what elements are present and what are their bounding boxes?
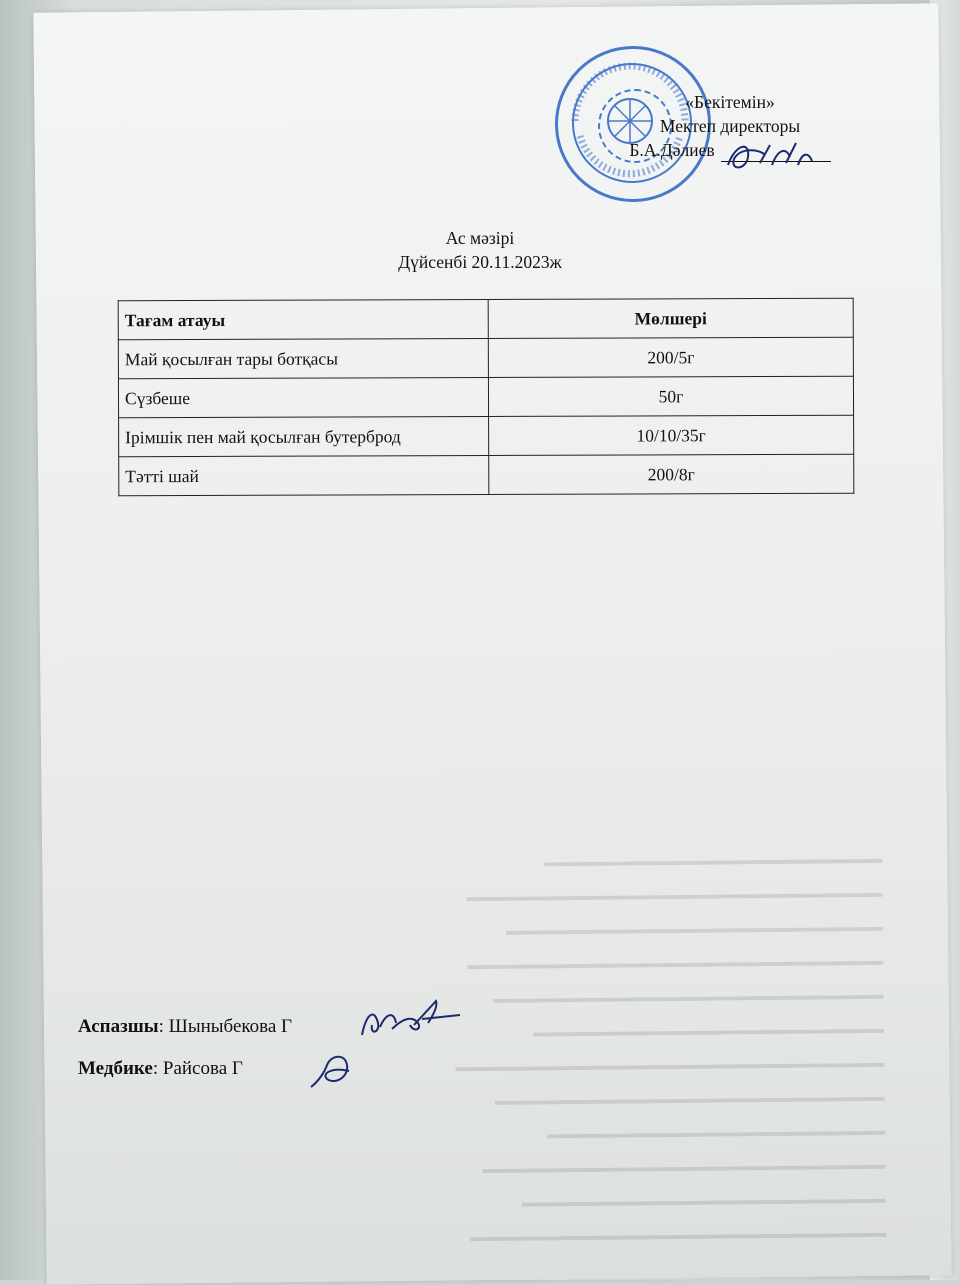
- column-header-dish: Тағам атауы: [118, 299, 488, 339]
- approval-position: Мектеп директоры: [659, 116, 801, 136]
- menu-table: [118, 298, 855, 497]
- dish-quantity: 50г: [488, 376, 853, 416]
- nurse-name: : Райсова Г: [152, 1058, 243, 1079]
- cook-line: [78, 1016, 292, 1038]
- cook-signature-icon: [352, 995, 472, 1050]
- dish-name: Май қосылған тары ботқасы: [118, 338, 488, 378]
- menu-heading: [300, 226, 660, 274]
- menu-date: Дүйсенбі 20.11.2023ж: [398, 252, 562, 272]
- nurse-line: [78, 1058, 243, 1080]
- cook-label: Аспазшы: [78, 1016, 159, 1037]
- dish-quantity: 10/10/35г: [489, 415, 854, 455]
- table-header-row: [118, 298, 853, 340]
- table-row: [119, 415, 854, 457]
- director-signature-icon: [720, 135, 820, 180]
- table-row: [119, 454, 854, 496]
- column-header-quantity: Мөлшері: [488, 298, 853, 338]
- dish-quantity: 200/5г: [488, 337, 853, 377]
- dish-name: Сүзбеше: [118, 377, 488, 417]
- dish-name: Ірімшік пен май қосылған бутерброд: [119, 416, 489, 456]
- director-name: Б.А.Дәлиев: [629, 140, 715, 160]
- nurse-signature-icon: [305, 1045, 365, 1095]
- approval-title: «Бекітемін»: [685, 92, 775, 112]
- cook-name: : Шыныбекова Г: [158, 1016, 293, 1037]
- table-row: [118, 337, 853, 379]
- nurse-label: Медбике: [78, 1058, 153, 1079]
- show-through-text: ▬▬▬▬▬▬▬▬▬▬▬▬▬▬▬▬▬▬▬▬▬▬▬▬▬▬▬▬▬▬▬▬ ▬▬▬▬▬▬▬▬▬▬▬▬▬▬▬▬▬▬▬▬▬▬▬▬▬▬▬▬ ▬▬▬▬▬▬▬▬▬▬▬▬▬▬▬▬▬▬▬▬▬▬▬▬▬▬▬▬▬▬▬ ▬▬▬▬▬▬▬▬▬▬▬▬▬▬▬▬▬▬▬▬▬▬▬▬▬▬ ▬▬▬▬▬▬▬▬▬▬▬▬▬▬▬▬▬▬▬▬▬▬▬▬▬▬▬▬▬▬ ▬▬▬▬▬▬▬▬▬▬▬▬▬▬▬▬▬▬▬▬▬▬▬▬▬▬▬▬▬▬▬▬▬ ▬▬▬▬▬▬▬▬▬▬▬▬▬▬▬▬▬▬▬▬▬▬▬▬▬▬▬ ▬▬▬▬▬▬▬▬▬▬▬▬▬▬▬▬▬▬▬▬▬▬▬▬▬▬▬▬▬▬ ▬▬▬▬▬▬▬▬▬▬▬▬▬▬▬▬▬▬▬▬▬▬▬▬▬▬▬▬▬▬▬▬ ▬▬▬▬▬▬▬▬▬▬▬▬▬▬▬▬▬▬▬▬▬▬▬▬▬▬▬▬▬ ▬▬▬▬▬▬▬▬▬▬▬▬▬▬▬▬▬▬▬▬▬▬▬▬▬▬▬▬▬▬▬▬ ▬▬▬▬▬▬▬▬▬▬▬▬▬▬▬▬▬▬▬▬▬▬▬▬▬▬: [455, 855, 887, 1250]
- document-sheet: [33, 3, 951, 1284]
- dish-name: Тәтті шай: [119, 455, 489, 495]
- table-row: [118, 376, 853, 418]
- page-title: Ас мәзірі: [445, 228, 515, 248]
- dish-quantity: 200/8г: [489, 454, 854, 494]
